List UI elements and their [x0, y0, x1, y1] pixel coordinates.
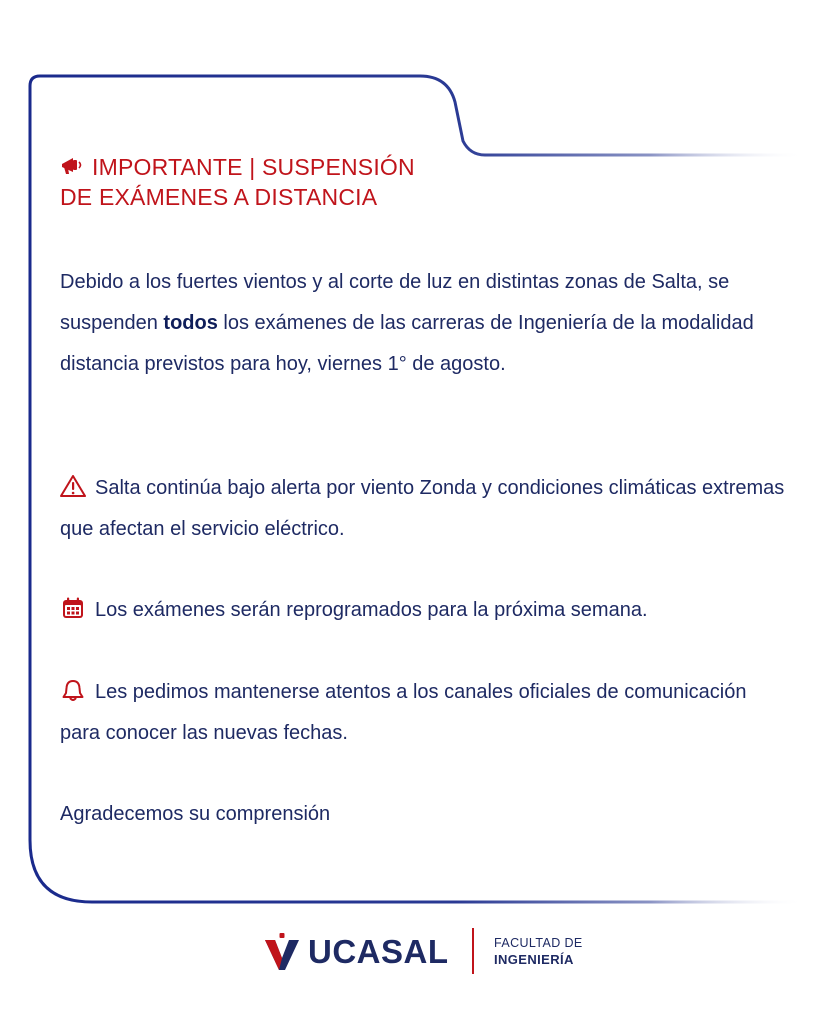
ucasal-logo-icon — [262, 932, 302, 972]
brand-name: UCASAL — [308, 933, 449, 970]
paragraph-text-end: los exámenes de las carreras de Ingeniería de la modalidad distancia previstos para hoy, viernes 1° de agosto. — [60, 312, 754, 375]
alert-paragraph — [60, 468, 790, 550]
closing-text: Agradecemos su comprensión — [60, 803, 331, 825]
calendar-icon — [60, 596, 86, 620]
megaphone-icon — [60, 155, 84, 177]
suspension-paragraph — [60, 262, 790, 385]
bell-paragraph — [60, 672, 790, 754]
alert-text: Salta continúa bajo alerta por viento Zonda y condiciones climáticas extremas que afectan el servicio eléctrico. — [60, 477, 785, 540]
bell-icon — [60, 678, 86, 702]
faculty-line-2: INGENIERÍA — [494, 952, 574, 967]
emphasis-todos: todos — [163, 312, 218, 334]
calendar-text: Los exámenes serán reprogramados para la próxima semana. — [95, 599, 648, 621]
title-line-1: IMPORTANTE | SUSPENSIÓN — [92, 154, 415, 180]
paragraph-text-start: Debido a los fuertes vientos y al corte de luz en distintas zonas de Salta, se suspenden — [60, 271, 730, 334]
calendar-paragraph — [60, 590, 790, 631]
warning-icon — [60, 474, 86, 498]
notice-title — [60, 152, 480, 212]
title-line-2: DE EXÁMENES A DISTANCIA — [60, 184, 378, 210]
logo-divider — [472, 928, 474, 974]
faculty-line-1: FACULTAD DE — [494, 936, 583, 950]
bell-text: Les pedimos mantenerse atentos a los canales oficiales de comunicación para conocer las nuevas fechas. — [60, 681, 747, 744]
footer-logo — [0, 924, 819, 980]
